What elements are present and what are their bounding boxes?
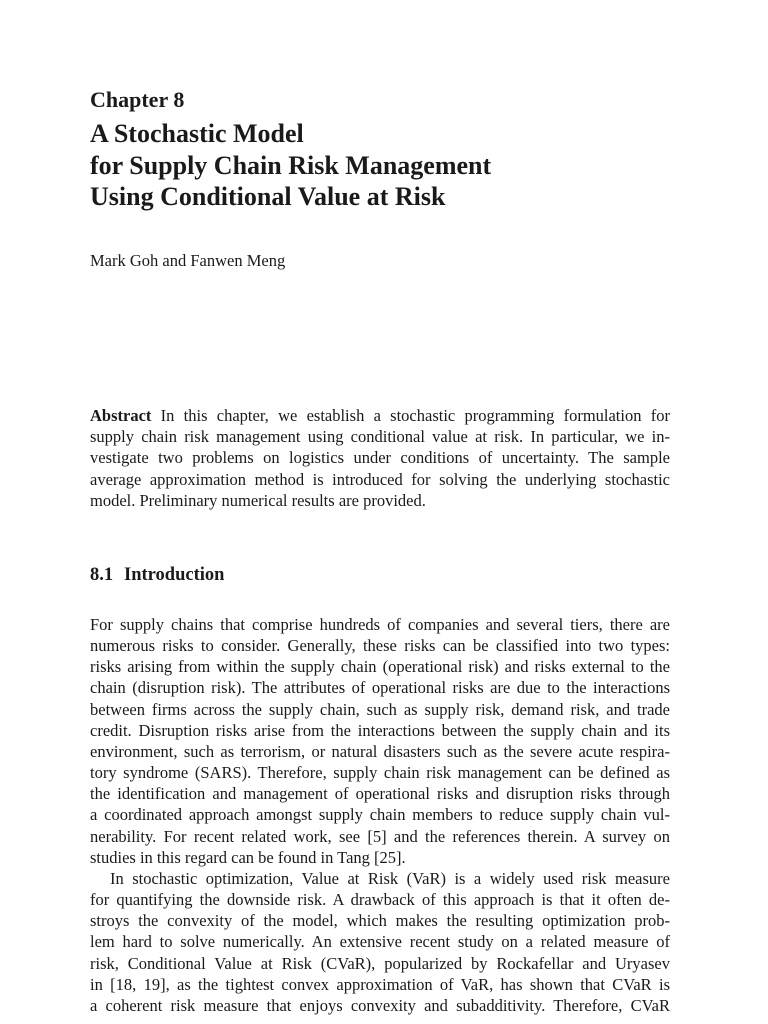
paragraph-line: credit. Disruption risks arise from the interactions between the supply chain and its — [90, 720, 670, 740]
section-heading — [90, 563, 224, 587]
paragraph-line: lem hard to solve numerically. An extensive recent study on a related measure of — [90, 932, 670, 952]
paragraph-line: a coordinated approach amongst supply chain members to reduce supply chain vul- — [90, 805, 670, 825]
chapter-title — [90, 118, 491, 213]
section-title: Introduction — [124, 565, 225, 585]
chapter-title-line: Using Conditional Value at Risk — [90, 182, 446, 211]
abstract-label: Abstract — [90, 406, 152, 425]
paragraph-line: a coherent risk measure that enjoys convexity and subadditivity. Therefore, CVaR — [90, 995, 670, 1015]
paragraph-line: risk, Conditional Value at Risk (CVaR), popularized by Rockafellar and Uryasev — [90, 953, 670, 973]
paragraph-line: chain (disruption risk). The attributes of operational risks are due to the interactions — [90, 678, 670, 698]
abstract-line: supply chain risk management using conditional value at risk. In particular, we in- — [90, 427, 670, 447]
paragraph-line: In stochastic optimization, Value at Risk (VaR) is a widely used risk measure — [110, 868, 670, 888]
paragraph-line: nerability. For recent related work, see [5] and the references therein. A survey on — [90, 826, 670, 846]
paragraph — [90, 868, 670, 1016]
abstract-line: vestigate two problems on logistics under conditions of uncertainty. The sample — [90, 448, 670, 468]
paragraph-line: tory syndrome (SARS). Therefore, supply chain risk management can be defined as — [90, 763, 670, 783]
paragraph-line: between firms across the supply chain, such as supply risk, demand risk, and trade — [90, 699, 670, 719]
paragraph-line: stroys the convexity of the model, which makes the resulting optimization prob- — [90, 911, 670, 931]
section-number: 8.1 — [90, 565, 114, 585]
abstract-line: average approximation method is introduced for solving the underlying stochastic — [90, 469, 670, 489]
abstract-text: In this chapter, we establish a stochastic programming formulation for — [160, 406, 670, 425]
paragraph-line: in [18, 19], as the tightest convex approximation of VaR, has shown that CVaR is — [90, 974, 670, 994]
abstract — [90, 405, 670, 511]
abstract-line — [90, 405, 670, 426]
abstract-line: model. Preliminary numerical results are provided. — [90, 490, 426, 510]
section-body — [90, 614, 670, 1016]
paragraph-line: for quantifying the downside risk. A drawback of this approach is that it often de- — [90, 890, 670, 910]
paragraph-line: environment, such as terrorism, or natural disasters such as the severe acute respira- — [90, 741, 670, 761]
chapter-title-line: for Supply Chain Risk Management — [90, 150, 492, 180]
paragraph — [90, 614, 670, 868]
chapter-authors: Mark Goh and Fanwen Meng — [90, 251, 286, 270]
paragraph-line: For supply chains that comprise hundreds of companies and several tiers, there are — [90, 615, 670, 634]
chapter-label: Chapter 8 — [90, 87, 185, 112]
chapter-title-line: A Stochastic Model — [90, 119, 304, 148]
paragraph-line: risks arising from within the supply chain (operational risk) and risks external to the — [90, 657, 670, 677]
paragraph-line: the identification and management of operational risks and disruption risks through — [90, 784, 670, 804]
paragraph-line: studies in this regard can be found in Tang [25]. — [90, 847, 406, 867]
paragraph-line: numerous risks to consider. Generally, these risks can be classified into two types: — [90, 636, 670, 656]
